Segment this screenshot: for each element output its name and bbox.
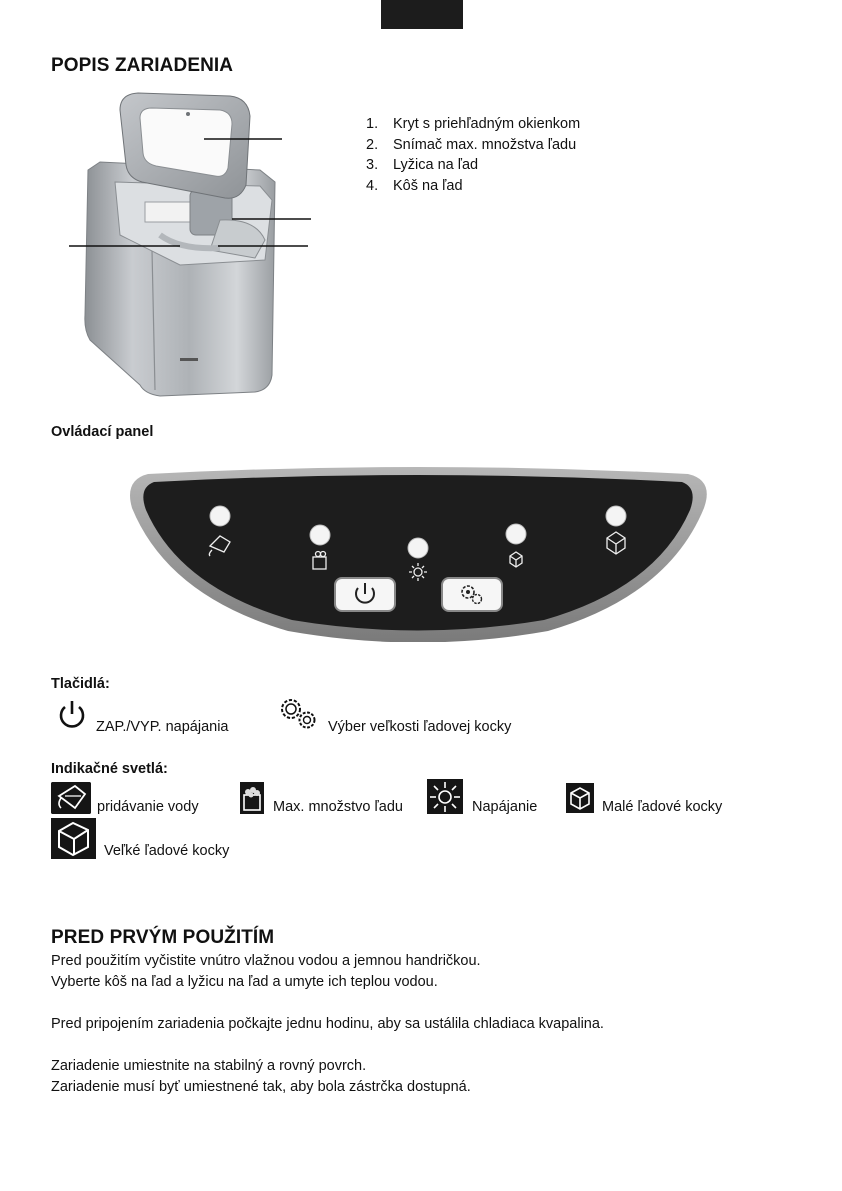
legend-ice-full-label: Max. množstvo ľadu xyxy=(273,799,403,815)
gears-icon xyxy=(276,696,320,730)
legend-cube-size-label: Výber veľkosti ľadovej kocky xyxy=(328,719,512,735)
power-button[interactable] xyxy=(335,578,395,611)
paragraph-line: Zariadenie musí byť umiestnené tak, aby bola zástrčka dostupná. xyxy=(51,1079,471,1095)
paragraph-line: Vyberte kôš na ľad a lyžicu na ľad a umyte ich teplou vodou. xyxy=(51,974,438,990)
led-small-cube xyxy=(506,524,526,544)
ice-full-icon xyxy=(240,782,264,814)
paragraph-line: Zariadenie umiestnite na stabilný a rovný povrch. xyxy=(51,1058,367,1074)
parts-list-item: 1. Kryt s priehľadným okienkom xyxy=(366,116,581,132)
large-cube-icon xyxy=(51,818,96,859)
legend-large-cube-label: Veľké ľadové kocky xyxy=(104,843,230,859)
sun-power-icon xyxy=(427,779,463,814)
before-first-use-text xyxy=(51,951,811,1098)
indicators-title: Indikačné svetlá: xyxy=(51,761,168,777)
water-add-icon xyxy=(51,782,91,814)
paragraph-line: Pred pripojením zariadenia počkajte jednu hodinu, aby sa ustálila chladiaca kvapalina. xyxy=(51,1016,604,1032)
cube-size-button[interactable] xyxy=(442,578,502,611)
parts-list xyxy=(366,114,580,196)
led-ice-full xyxy=(310,525,330,545)
parts-list-item: 4. Kôš na ľad xyxy=(366,177,463,194)
control-panel-illustration xyxy=(128,466,708,642)
control-panel-title: Ovládací panel xyxy=(51,424,154,440)
led-power xyxy=(408,538,428,558)
small-cube-icon xyxy=(566,783,594,813)
power-icon xyxy=(56,699,88,731)
paragraph-line: Pred použitím vyčistite vnútro vlažnou vodou a jemnou handričkou. xyxy=(51,953,481,969)
legend-water-label: pridávanie vody xyxy=(97,799,199,815)
buttons-title: Tlačidlá: xyxy=(51,676,110,692)
legend-power-indicator-label: Napájanie xyxy=(472,799,538,815)
section-title-before-first-use: PRED PRVÝM POUŽITÍM xyxy=(51,927,275,948)
parts-list-item: 2. Snímač max. množstva ľadu xyxy=(366,136,577,153)
led-large-cube xyxy=(606,506,626,526)
legend-small-cube-label: Malé ľadové kocky xyxy=(602,799,723,815)
led-water xyxy=(210,506,230,526)
section-title-description: POPIS ZARIADENIA xyxy=(51,55,234,76)
parts-list-item: 3. Lyžica na ľad xyxy=(366,157,479,174)
legend-power-label: ZAP./VYP. napájania xyxy=(96,719,229,735)
